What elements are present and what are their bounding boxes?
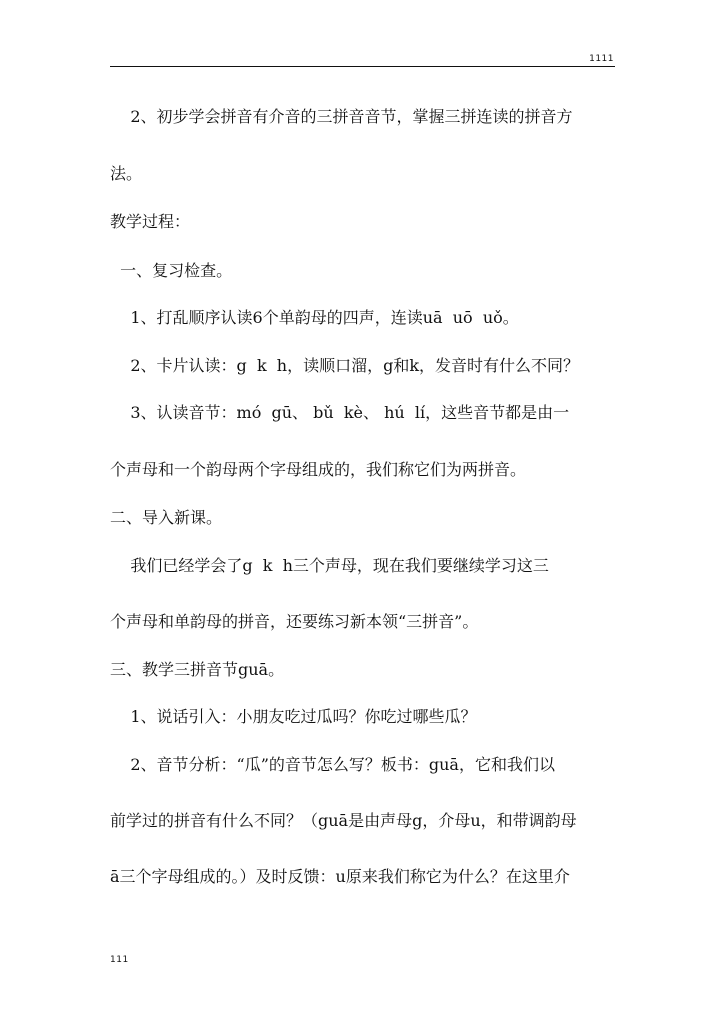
text-line: 个声母和单韵母的拼音，还要练习新本领“三拼音”。 [110,612,479,631]
text-line: 2、卡片认读：g k h，读顺口溜，g和k，发音时有什么不同？ [110,356,580,375]
text-line: 个声母和一个韵母两个字母组成的，我们称它们为两拼音。 [110,460,527,479]
text-line: 1、打乱顺序认读6个单韵母的四声，连读uā uō uǒ。 [110,308,519,327]
text-line: 教学过程： [110,212,191,231]
header-page-number: 1111 [589,54,614,64]
text-line: 法。 [110,164,143,183]
text-line: ā三个字母组成的。）及时反馈：u原来我们称它为什么？在这里介 [110,867,570,886]
text-line: 3、认读音节：mó gū、 bǔ kè、 hú lí，这些音节都是由一 [110,403,570,422]
header-rule [110,66,615,67]
text-line: 一、复习检查。 [110,261,233,280]
text-line: 三、教学三拼音节guā。 [110,660,285,679]
text-line: 2、初步学会拼音有介音的三拼音音节，掌握三拼连读的拼音方 [110,107,573,126]
footer-page-number: 111 [110,955,129,965]
text-line: 我们已经学会了g k h三个声母，现在我们要继续学习这三 [110,556,549,575]
text-line: 2、音节分析：“瓜”的音节怎么写？板书：guā，它和我们以 [110,755,555,774]
text-line: 前学过的拼音有什么不同？（guā是由声母g，介母u，和带调韵母 [110,811,577,830]
text-line: 1、说话引入：小朋友吃过瓜吗？你吃过哪些瓜？ [110,707,477,726]
text-line: 二、导入新课。 [110,508,223,527]
